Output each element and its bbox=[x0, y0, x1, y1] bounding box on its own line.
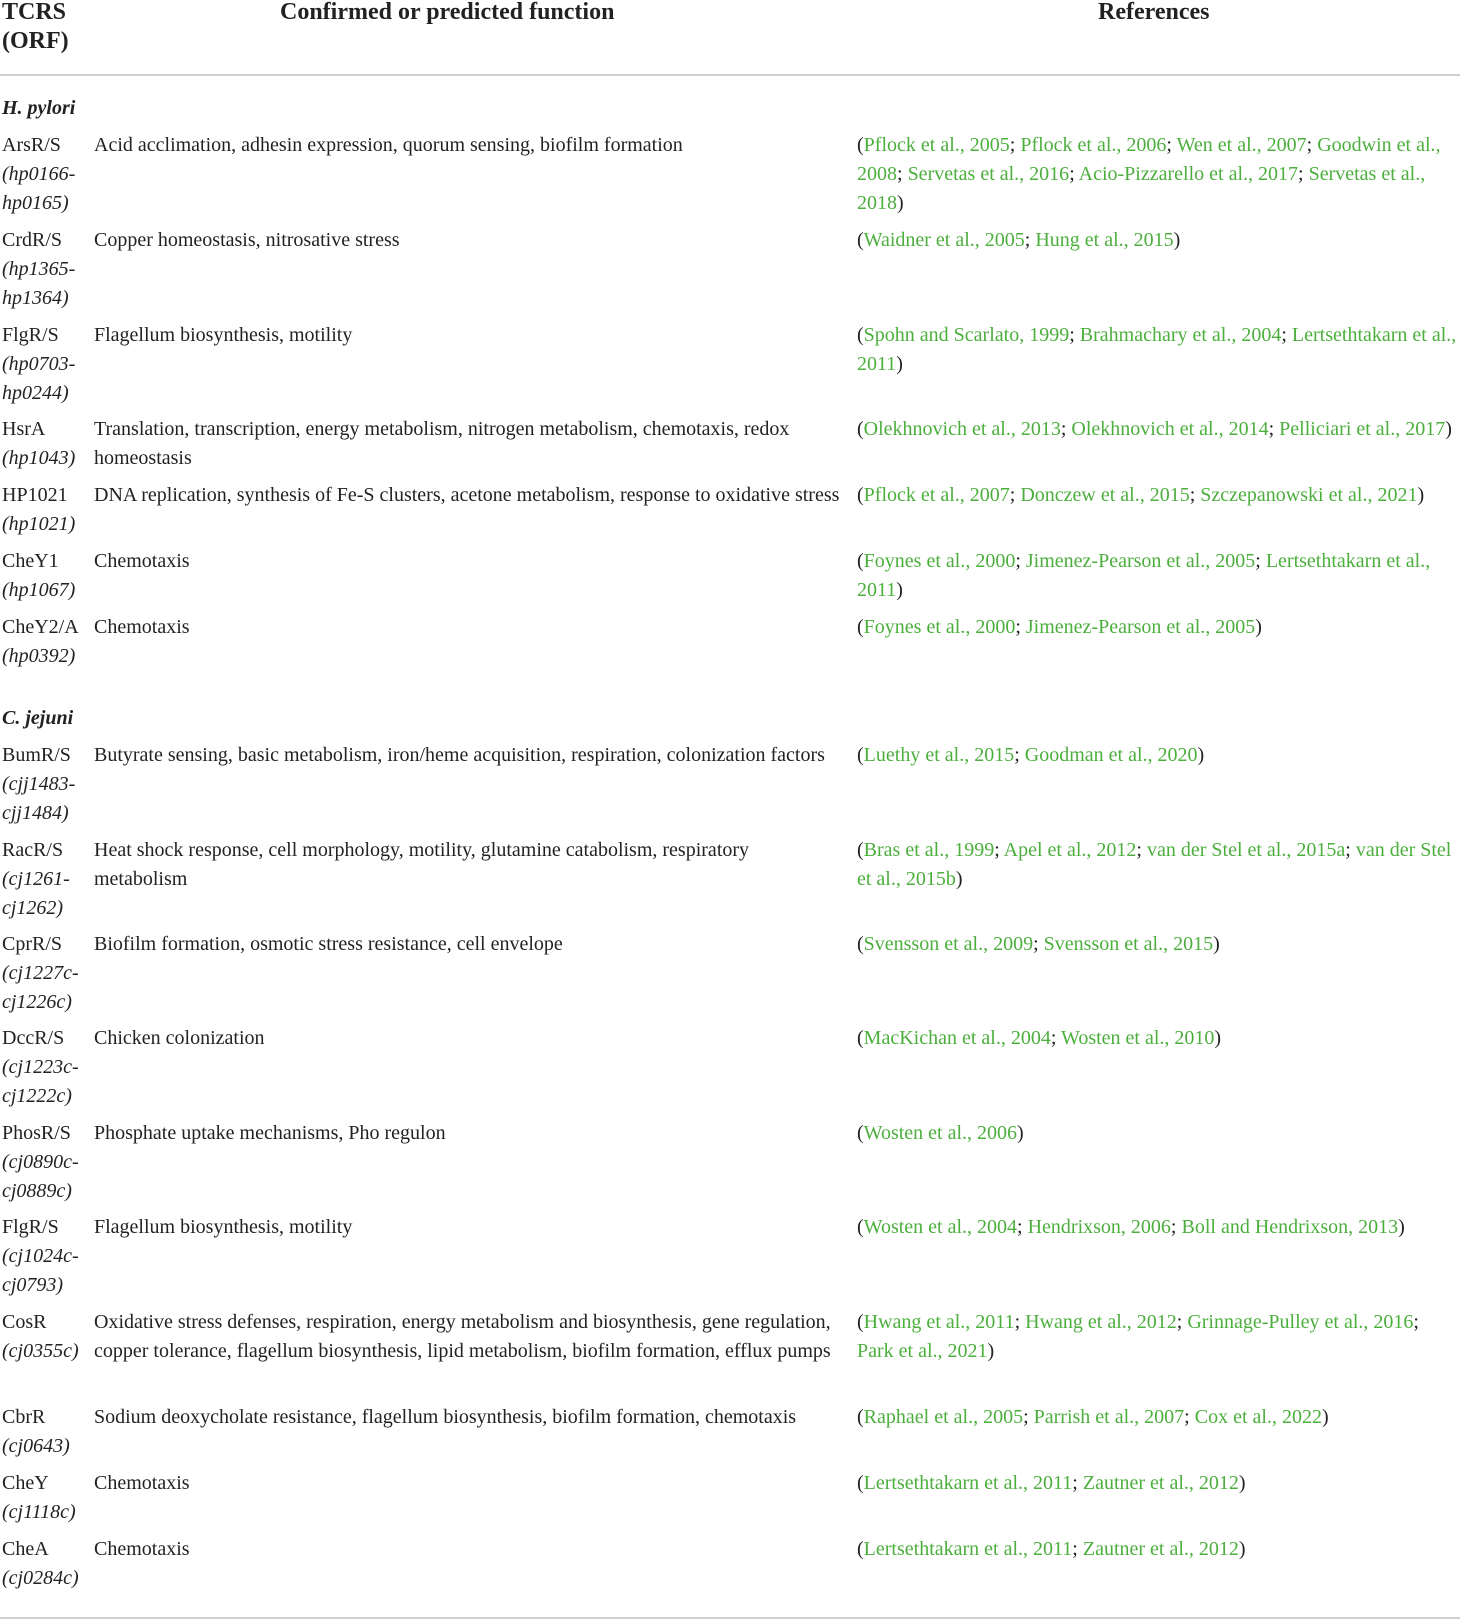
orf-id: (cj0643) bbox=[2, 1435, 70, 1457]
tcrs-name: BumR/S bbox=[2, 744, 71, 766]
cell-function: Flagellum biosynthesis, motility bbox=[94, 324, 353, 346]
reference-link[interactable]: Wen et al., 2007 bbox=[1176, 134, 1307, 156]
reference-link[interactable]: van der Stel et al., 2015a bbox=[1146, 839, 1346, 861]
reference-link[interactable]: Donczew et al., 2015 bbox=[1020, 484, 1190, 506]
cell-function: Phosphate uptake mechanisms, Pho regulon bbox=[94, 1122, 446, 1144]
cell-function: Biofilm formation, osmotic stress resistance, cell envelope bbox=[94, 933, 563, 955]
reference-link[interactable]: Goodman et al., 2020 bbox=[1024, 744, 1198, 766]
cell-tcrs bbox=[2, 1119, 90, 1206]
header-tcrs: TCRS (ORF) bbox=[2, 0, 69, 54]
tcrs-name: DccR/S bbox=[2, 1027, 65, 1049]
reference-link[interactable]: Boll and Hendrixson, 2013 bbox=[1181, 1216, 1399, 1238]
cell-references: (Foynes et al., 2000; Jimenez-Pearson et al., 2005) bbox=[857, 616, 1262, 638]
cell-references: (MacKichan et al., 2004; Wosten et al., 2010) bbox=[857, 1027, 1222, 1049]
section-heading: C. jejuni bbox=[2, 707, 74, 729]
cell-references: (Raphael et al., 2005; Parrish et al., 2007; Cox et al., 2022) bbox=[857, 1406, 1329, 1428]
cell-tcrs bbox=[2, 613, 90, 671]
cell-function: Chemotaxis bbox=[94, 1538, 190, 1560]
reference-link[interactable]: Lertsethtakarn et al., 2011 bbox=[857, 550, 1431, 601]
reference-link[interactable]: Pflock et al., 2007 bbox=[863, 484, 1010, 506]
orf-id: (cj1227c-cj1226c) bbox=[2, 962, 79, 1013]
reference-link[interactable]: Jimenez-Pearson et al., 2005 bbox=[1025, 616, 1256, 638]
reference-link[interactable]: Hendrixson, 2006 bbox=[1027, 1216, 1171, 1238]
tcrs-name: CheY1 bbox=[2, 550, 59, 572]
orf-id: (hp0392) bbox=[2, 645, 76, 667]
cell-references: (Foynes et al., 2000; Jimenez-Pearson et al., 2005; Lertsethtakarn et al., 2011) bbox=[857, 550, 1431, 601]
orf-id: (cj0890c-cj0889c) bbox=[2, 1151, 79, 1202]
cell-references: (Lertsethtakarn et al., 2011; Zautner et al., 2012) bbox=[857, 1472, 1246, 1494]
header-references: References bbox=[1098, 0, 1210, 25]
tcrs-name: CrdR/S bbox=[2, 229, 63, 251]
cell-references: (Waidner et al., 2005; Hung et al., 2015) bbox=[857, 229, 1181, 251]
reference-link[interactable]: van der Stel et al., 2015b bbox=[857, 839, 1452, 890]
cell-tcrs bbox=[2, 131, 90, 218]
tcrs-name: ArsR/S bbox=[2, 134, 61, 156]
cell-references: (Pflock et al., 2007; Donczew et al., 2015; Szczepanowski et al., 2021) bbox=[857, 484, 1425, 506]
reference-link[interactable]: Wosten et al., 2010 bbox=[1061, 1027, 1215, 1049]
cell-tcrs bbox=[2, 836, 90, 923]
tcrs-name: CosR bbox=[2, 1311, 47, 1333]
reference-link[interactable]: Foynes et al., 2000 bbox=[863, 550, 1016, 572]
tcrs-name: PhosR/S bbox=[2, 1122, 71, 1144]
reference-link[interactable]: Pflock et al., 2005 bbox=[863, 134, 1010, 156]
orf-id: (cj0355c) bbox=[2, 1340, 79, 1362]
reference-link[interactable]: Wosten et al., 2006 bbox=[863, 1122, 1018, 1144]
cell-tcrs bbox=[2, 1535, 90, 1593]
reference-link[interactable]: Olekhnovich et al., 2013 bbox=[863, 418, 1061, 440]
cell-tcrs bbox=[2, 1024, 90, 1111]
orf-id: (cj1223c-cj1222c) bbox=[2, 1056, 79, 1107]
orf-id: (hp0166-hp0165) bbox=[2, 163, 76, 214]
reference-link[interactable]: Apel et al., 2012 bbox=[1003, 839, 1137, 861]
cell-function: DNA replication, synthesis of Fe-S clusters, acetone metabolism, response to oxidative stress bbox=[94, 484, 840, 506]
table-header bbox=[0, 0, 1460, 76]
cell-tcrs bbox=[2, 321, 90, 408]
header-rule bbox=[0, 74, 1460, 76]
orf-id: (hp0703-hp0244) bbox=[2, 353, 76, 404]
reference-link[interactable]: Foynes et al., 2000 bbox=[863, 616, 1016, 638]
cell-tcrs bbox=[2, 481, 90, 539]
reference-link[interactable]: Spohn and Scarlato, 1999 bbox=[863, 324, 1070, 346]
reference-link[interactable]: Pelliciari et al., 2017 bbox=[1279, 418, 1446, 440]
tcrs-name: FlgR/S bbox=[2, 1216, 59, 1238]
cell-tcrs bbox=[2, 1469, 90, 1527]
reference-link[interactable]: Goodwin et al., 2008 bbox=[857, 134, 1441, 185]
cell-function: Chemotaxis bbox=[94, 1472, 190, 1494]
cell-tcrs bbox=[2, 415, 90, 473]
cell-references: (Wosten et al., 2006) bbox=[857, 1122, 1024, 1144]
reference-link[interactable]: Grinnage-Pulley et al., 2016 bbox=[1187, 1311, 1414, 1333]
reference-link[interactable]: Cox et al., 2022 bbox=[1194, 1406, 1322, 1428]
cell-function: Flagellum biosynthesis, motility bbox=[94, 1216, 353, 1238]
orf-id: (cj1024c-cj0793) bbox=[2, 1245, 79, 1296]
cell-tcrs bbox=[2, 1213, 90, 1300]
reference-link[interactable]: Szczepanowski et al., 2021 bbox=[1200, 484, 1418, 506]
cell-references: (Lertsethtakarn et al., 2011; Zautner et al., 2012) bbox=[857, 1538, 1246, 1560]
reference-link[interactable]: Olekhnovich et al., 2014 bbox=[1071, 418, 1269, 440]
cell-references: (Wosten et al., 2004; Hendrixson, 2006; Boll and Hendrixson, 2013) bbox=[857, 1216, 1405, 1238]
orf-id: (cj1261-cj1262) bbox=[2, 868, 70, 919]
orf-id: (cjj1483-cjj1484) bbox=[2, 773, 76, 824]
orf-id: (hp1021) bbox=[2, 513, 76, 535]
cell-function: Heat shock response, cell morphology, motility, glutamine catabolism, respiratory metabolism bbox=[94, 839, 750, 890]
reference-link[interactable]: Pflock et al., 2006 bbox=[1020, 134, 1167, 156]
footer-rule bbox=[0, 1617, 1460, 1619]
reference-link[interactable]: Brahmachary et al., 2004 bbox=[1079, 324, 1282, 346]
reference-link[interactable]: Lertsethtakarn et al., 2011 bbox=[857, 324, 1457, 375]
cell-tcrs bbox=[2, 741, 90, 828]
cell-tcrs bbox=[2, 547, 90, 605]
reference-link[interactable]: Hung et al., 2015 bbox=[1035, 229, 1174, 251]
cell-references: (Spohn and Scarlato, 1999; Brahmachary et al., 2004; Lertsethtakarn et al., 2011) bbox=[857, 324, 1457, 375]
tcrs-name: CheA bbox=[2, 1538, 49, 1560]
cell-function: Sodium deoxycholate resistance, flagellum biosynthesis, biofilm formation, chemotaxis bbox=[94, 1406, 797, 1428]
cell-references: (Svensson et al., 2009; Svensson et al., 2015) bbox=[857, 933, 1220, 955]
reference-link[interactable]: Svensson et al., 2015 bbox=[1043, 933, 1214, 955]
cell-tcrs bbox=[2, 226, 90, 313]
reference-link[interactable]: Park et al., 2021 bbox=[857, 1340, 988, 1362]
reference-link[interactable]: Lertsethtakarn et al., 2011 bbox=[863, 1472, 1073, 1494]
cell-function: Oxidative stress defenses, respiration, energy metabolism and biosynthesis, gene regulation, copper tolerance, flagellum biosynthesis, lipid metabolism, biofilm formation, efflux pumps bbox=[94, 1311, 831, 1362]
orf-id: (cj0284c) bbox=[2, 1567, 79, 1589]
cell-tcrs bbox=[2, 1308, 90, 1366]
cell-tcrs bbox=[2, 1403, 90, 1461]
reference-link[interactable]: Wosten et al., 2004 bbox=[863, 1216, 1018, 1238]
reference-link[interactable]: Lertsethtakarn et al., 2011 bbox=[863, 1538, 1073, 1560]
reference-link[interactable]: Luethy et al., 2015 bbox=[863, 744, 1015, 766]
tcrs-name: HsrA bbox=[2, 418, 46, 440]
reference-link[interactable]: Waidner et al., 2005 bbox=[863, 229, 1025, 251]
reference-link[interactable]: Hwang et al., 2011 bbox=[863, 1311, 1015, 1333]
cell-function: Acid acclimation, adhesin expression, quorum sensing, biofilm formation bbox=[94, 134, 683, 156]
cell-function: Chicken colonization bbox=[94, 1027, 265, 1049]
header-function: Confirmed or predicted function bbox=[280, 0, 615, 25]
reference-link[interactable]: Hwang et al., 2012 bbox=[1025, 1311, 1177, 1333]
reference-link[interactable]: Zautner et al., 2012 bbox=[1082, 1472, 1239, 1494]
tcrs-name: RacR/S bbox=[2, 839, 64, 861]
orf-id: (cj1118c) bbox=[2, 1501, 76, 1523]
cell-function: Copper homeostasis, nitrosative stress bbox=[94, 229, 400, 251]
cell-function: Butyrate sensing, basic metabolism, iron/heme acquisition, respiration, colonization factors bbox=[94, 744, 825, 766]
reference-link[interactable]: Raphael et al., 2005 bbox=[863, 1406, 1024, 1428]
cell-references: (Luethy et al., 2015; Goodman et al., 2020) bbox=[857, 744, 1205, 766]
cell-function: Translation, transcription, energy metabolism, nitrogen metabolism, chemotaxis, redox homeostasis bbox=[94, 418, 790, 469]
reference-link[interactable]: Servetas et al., 2016 bbox=[907, 163, 1070, 185]
cell-function: Chemotaxis bbox=[94, 550, 190, 572]
cell-references: (Olekhnovich et al., 2013; Olekhnovich et al., 2014; Pelliciari et al., 2017) bbox=[857, 418, 1452, 440]
tcrs-name: CprR/S bbox=[2, 933, 63, 955]
reference-link[interactable]: Servetas et al., 2018 bbox=[857, 163, 1426, 214]
tcrs-name: HP1021 bbox=[2, 484, 68, 506]
reference-link[interactable]: Bras et al., 1999 bbox=[863, 839, 995, 861]
orf-id: (hp1365-hp1364) bbox=[2, 258, 76, 309]
cell-tcrs bbox=[2, 930, 90, 1017]
section-heading: H. pylori bbox=[2, 97, 76, 119]
reference-link[interactable]: Zautner et al., 2012 bbox=[1082, 1538, 1239, 1560]
orf-id: (hp1043) bbox=[2, 447, 76, 469]
cell-references: (Pflock et al., 2005; Pflock et al., 2006; Wen et al., 2007; Goodwin et al., 2008; Servetas et al., 2016; Acio-Pizzarello et al., 2017; Servetas et al., 2018) bbox=[857, 134, 1441, 214]
cell-references: (Hwang et al., 2011; Hwang et al., 2012; Grinnage-Pulley et al., 2016; Park et al., 2021) bbox=[857, 1311, 1419, 1362]
reference-link[interactable]: MacKichan et al., 2004 bbox=[863, 1027, 1051, 1049]
tcrs-name: CheY2/A bbox=[2, 616, 79, 638]
tcrs-name: CheY bbox=[2, 1472, 49, 1494]
orf-id: (hp1067) bbox=[2, 579, 76, 601]
reference-link[interactable]: Jimenez-Pearson et al., 2005 bbox=[1025, 550, 1256, 572]
tcrs-name: CbrR bbox=[2, 1406, 46, 1428]
reference-link[interactable]: Svensson et al., 2009 bbox=[863, 933, 1034, 955]
reference-link[interactable]: Acio-Pizzarello et al., 2017 bbox=[1078, 163, 1299, 185]
cell-function: Chemotaxis bbox=[94, 616, 190, 638]
tcrs-name: FlgR/S bbox=[2, 324, 59, 346]
cell-references: (Bras et al., 1999; Apel et al., 2012; van der Stel et al., 2015a; van der Stel et al., 2015b) bbox=[857, 839, 1452, 890]
reference-link[interactable]: Parrish et al., 2007 bbox=[1033, 1406, 1185, 1428]
